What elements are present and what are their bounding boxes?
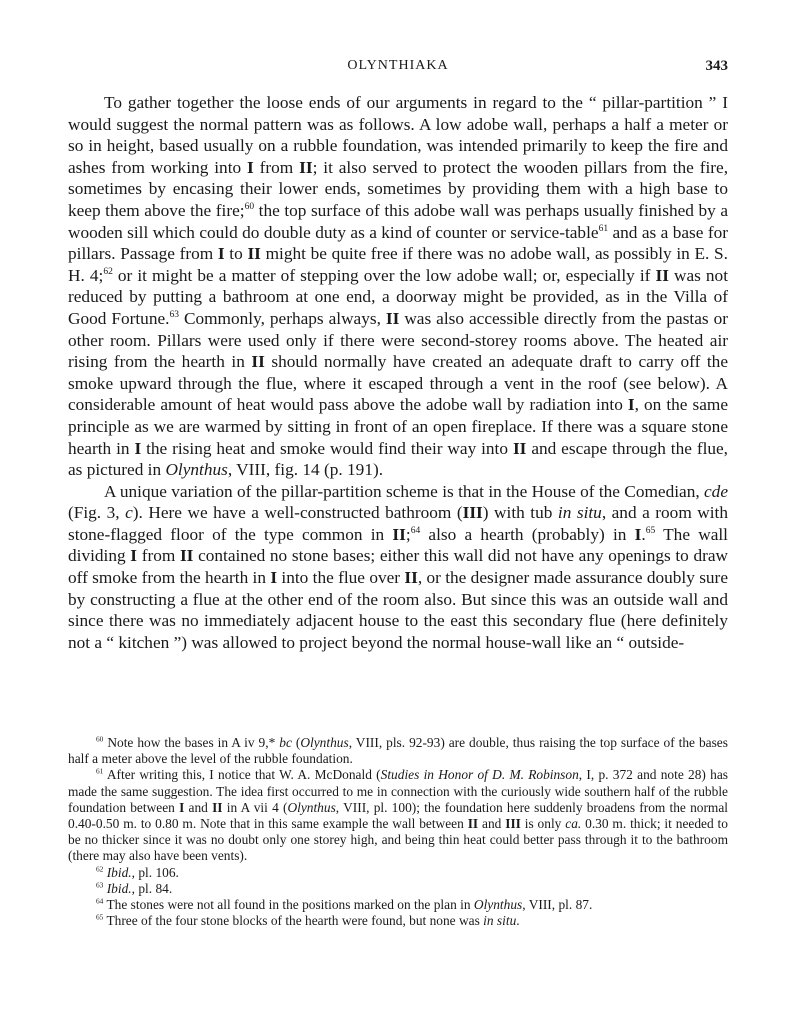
text-run: Commonly, perhaps always, [183, 308, 381, 328]
text-run: was also accessible directly from the pastas or other room. Pillars were used only if there were second-storey rooms above. The heated air rising from the hearth in [68, 308, 728, 372]
footnote-60 [68, 735, 728, 767]
italic-title: Olynthus [300, 735, 349, 750]
footnote-ref-60: 60 [244, 202, 255, 213]
body-text [68, 92, 728, 653]
italic-text: in situ [557, 503, 602, 523]
room-label: II [467, 816, 479, 832]
footnote-65 [68, 913, 728, 929]
text-run: , or the designer made assurance doubly sure by constructing a flue at the other end of the room also. But since this was an outside wall and since there was no immediately adjacent house to the east this secondary flue (here definitely not a “ kitchen ”) was allowed to project beyond the normal house-wall like an “ outside- [68, 568, 728, 652]
footnotes [68, 735, 728, 929]
italic-text: bc [279, 735, 292, 750]
text-run: Note how the bases in A iv 9,* [107, 735, 276, 750]
text-run: from [141, 546, 176, 566]
text-run: in A vii 4 ( [226, 799, 288, 815]
italic-text: ca. [565, 816, 582, 832]
footnote-number: 61 [96, 766, 104, 776]
room-label: III [462, 503, 483, 523]
text-run: to [229, 244, 243, 264]
text-run: into the flue over [281, 568, 401, 588]
footnote-number: 64 [96, 896, 104, 906]
room-label: II [179, 546, 194, 566]
text-run: After writing this, I notice that W. A. McDonald ( [106, 767, 381, 783]
room-label: II [251, 352, 265, 372]
text-run: , pl. 106. [131, 864, 179, 880]
text-run: The wall dividing [68, 524, 728, 566]
footnote-ref-64: 64 [410, 526, 421, 537]
text-run: A unique variation of the pillar-partition scheme is that in the House of the Comedian, [104, 481, 700, 501]
footnote-61 [68, 767, 728, 864]
room-label: II [212, 799, 223, 815]
room-label: III [505, 816, 521, 832]
text-run: ; [405, 524, 411, 544]
text-run: (Fig. 3, [68, 503, 120, 523]
italic-text: Ibid. [106, 880, 132, 896]
text-run: contained no stone bases; either this wall did not have any openings to draw off smoke from the hearth in [68, 546, 729, 588]
running-title: OLYNTHIAKA [347, 58, 449, 73]
room-label: II [655, 265, 669, 285]
text-run: Three of the four stone blocks of the hearth were found, but none was [106, 913, 480, 929]
footnote-number: 62 [96, 864, 104, 874]
footnote-ref-65: 65 [645, 526, 656, 537]
text-run: , pl. 84. [131, 880, 173, 896]
footnote-64 [68, 897, 728, 913]
text-run: , VIII, pl. 87. [522, 897, 593, 913]
footnote-ref-63: 63 [169, 310, 179, 321]
italic-title: Studies in Honor of D. M. Robinson [380, 767, 579, 783]
room-label: II [392, 524, 406, 544]
room-label: II [299, 157, 313, 177]
room-label: I [247, 157, 254, 177]
text-run: was not reduced by putting a bathroom at one end, a doorway might be provided, as in the Villa of Good Fortune. [68, 265, 729, 328]
text-run: , and a room with stone-flagged floor of the type common in [68, 503, 728, 544]
text-run: ). Here we have a well-constructed bathroom ( [132, 503, 463, 523]
room-label: II [512, 438, 527, 458]
footnote-number: 60 [96, 734, 104, 744]
italic-title: Olynthus [165, 460, 228, 480]
footnote-ref-61: 61 [598, 223, 609, 234]
text-run: and escape through the flue, as pictured in [68, 438, 729, 480]
text-run: ) with tub [482, 503, 553, 523]
text-run: 0.30 m. thick; it needed to be no thicker since it was no doubt only one storey high, and being thin heat could better pass through it to the bathroom (there may also have been vents). [68, 816, 728, 864]
text-run: or it might be a matter of stepping over the low adobe wall; or, especially if [117, 265, 651, 285]
text-run: might be quite free if there was no adobe wall, as possibly in E. S. H. 4; [68, 244, 728, 285]
paragraph-1 [68, 92, 728, 481]
text-run: . [516, 913, 520, 929]
text-run: To gather together the loose ends of our arguments in regard to the “ pillar-partition ” I would suggest the normal pattern was as follows. A low adobe wall, perhaps a half a meter or so in height, based usually on a rubble foundation, was intended primarily to keep the fire and ashes from working into [68, 93, 728, 177]
paragraph-2 [68, 481, 728, 654]
footnote-number: 63 [96, 880, 104, 890]
room-label: I [270, 568, 278, 588]
text-run: should normally have created an adequate draft to carry off the smoke upward through the flue, where it escaped through a vent in the roof (see below). A considerable amount of heat would pass above the adobe wall by radiation into [68, 352, 728, 415]
text-run: , VIII, fig. 14 (p. 191). [227, 460, 384, 480]
footnote-ref-62: 62 [103, 266, 113, 277]
text-run: and [482, 816, 502, 832]
text-run: and as a base for pillars. Passage from [68, 222, 729, 264]
text-run: ( [295, 735, 301, 750]
text-run: , on the same principle as we are warmed by sitting in front of an open fireplace. If there was a square stone hearth in [68, 395, 728, 458]
italic-text: Ibid. [106, 864, 132, 880]
text-run: and [188, 799, 208, 815]
running-head [68, 58, 728, 80]
room-label: II [385, 308, 400, 328]
room-label: I [634, 524, 642, 544]
page-number: 343 [705, 58, 728, 74]
text-run: the top surface of this adobe wall was perhaps usually finished by a wooden sill which could do double duty as a kind of counter or service-table [68, 200, 728, 242]
room-label: II [247, 244, 261, 264]
room-label: I [179, 799, 185, 815]
italic-text: c [125, 503, 133, 523]
text-run: the rising heat and smoke would find their way into [146, 438, 509, 458]
italic-title: Olynthus [473, 897, 523, 913]
footnote-63 [68, 881, 728, 897]
italic-text: in situ [483, 913, 517, 929]
room-label: II [404, 568, 418, 588]
room-label: I [134, 438, 142, 458]
footnote-number: 65 [96, 912, 104, 922]
text-run: also a hearth (probably) in [428, 524, 627, 544]
text-run: is only [524, 816, 562, 832]
room-label: I [130, 546, 138, 566]
text-run: ; it also served to protect the wooden pillars from the fire, sometimes by encasing their lower ends, sometimes by providing them with a high base to keep them above the fire; [68, 157, 729, 220]
text-run: . [641, 524, 646, 544]
room-label: I [627, 395, 635, 415]
italic-text: cde [704, 481, 728, 501]
footnote-62 [68, 865, 728, 881]
text-run: , VIII, pl. 100); the foundation here suddenly broadens from the normal 0.40-0.50 m. to 0.80 m. Note that in this same example the wall between [68, 799, 729, 832]
text-run: from [259, 157, 294, 177]
room-label: I [217, 244, 225, 264]
text-run: , I, p. 372 and note 28) has made the same suggestion. The idea first occurred to me in connection with the curiously wide southern half of the rubble foundation between [68, 767, 728, 815]
italic-title: Olynthus [287, 799, 336, 815]
text-run: The stones were not all found in the positions marked on the plan in [106, 897, 471, 913]
text-run: , VIII, pls. 92-93) are double, thus raising the top surface of the bases half a meter above the level of the rubble foundation. [68, 735, 728, 767]
